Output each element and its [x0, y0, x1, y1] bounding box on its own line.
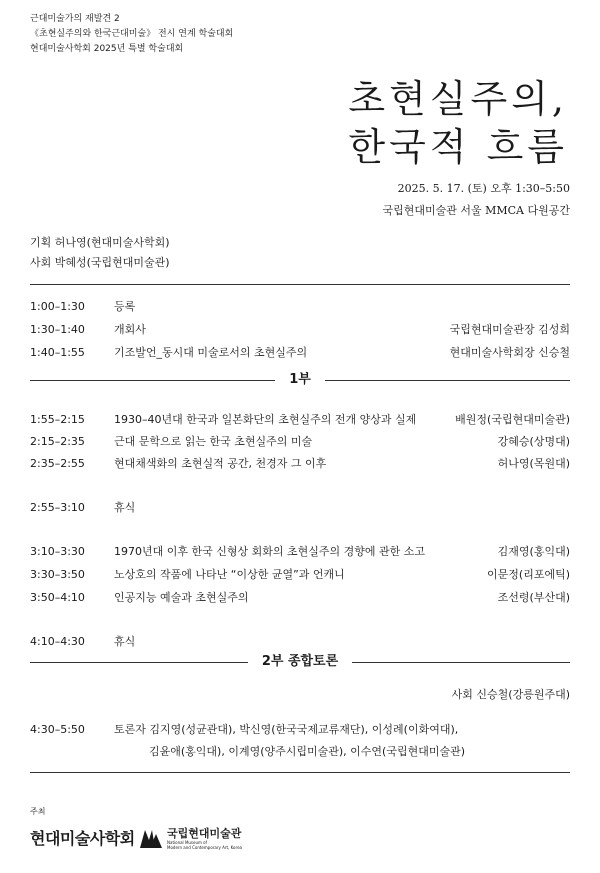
break-row [30, 632, 570, 652]
row-desc: 근대 문학으로 읽는 한국 초현실주의 미술 [114, 435, 313, 448]
top-rule [30, 284, 570, 285]
panel-line-1: 토론자 김지영(성균관대), 박신영(한국국제교류재단), 이성례(이화여대), [114, 723, 459, 736]
row-desc: 개회사 [114, 323, 146, 336]
row-time: 1:30–1:40 [30, 323, 85, 336]
moderator-credit: 사회 박혜성(국립현대미술관) [30, 256, 170, 269]
mmca-logo-name: 국립현대미술관 [167, 827, 242, 840]
host-label: 주최 [30, 807, 46, 816]
mmca-logo-sub-1: National Museum of [167, 840, 208, 845]
row-time: 3:50–4:10 [30, 591, 85, 604]
schedule-row [30, 320, 570, 340]
title-line-2: 한국적 흐름 [348, 125, 568, 169]
row-desc: 휴식 [114, 501, 136, 514]
schedule-row [30, 297, 570, 317]
exhibition-label: 《초현실주의와 한국근대미술》 전시 연계 학술대회 [30, 29, 234, 39]
row-speaker: 허나영(목원대) [497, 457, 570, 470]
mmca-logo-sub-2: Modern and Contemporary Art, Korea [167, 845, 242, 850]
row-desc: 1970년대 이후 한국 신형상 회화의 초현실주의 경향에 관한 소고 [114, 545, 425, 558]
row-desc: 등록 [114, 300, 136, 313]
row-time: 4:30–5:50 [30, 723, 85, 736]
panel-row [30, 720, 570, 740]
row-time: 2:55–3:10 [30, 501, 85, 514]
part2-moderator: 사회 신승철(강릉원주대) [451, 688, 570, 701]
schedule-row [30, 454, 570, 474]
row-desc: 인공지능 예술과 초현실주의 [114, 591, 249, 604]
row-speaker: 강혜승(상명대) [497, 435, 570, 448]
moderator-row [30, 685, 570, 705]
schedule-row [30, 542, 570, 562]
part2-label: 2부 종합토론 [248, 654, 352, 669]
society-label: 현대미술사학회 2025년 특별 학술대회 [30, 44, 184, 54]
row-time: 2:35–2:55 [30, 457, 85, 470]
row-desc: 현대채색화의 초현실적 공간, 천경자 그 이후 [114, 457, 327, 470]
row-time: 1:55–2:15 [30, 413, 85, 426]
row-time: 1:00–1:30 [30, 300, 85, 313]
row-speaker: 배원정(국립현대미술관) [455, 413, 570, 426]
row-desc: 휴식 [114, 635, 136, 648]
row-time: 3:30–3:50 [30, 568, 85, 581]
event-datetime: 2025. 5. 17. (토) 오후 1:30–5:50 [397, 182, 570, 195]
series-label: 근대미술가의 재발견 2 [30, 14, 120, 24]
row-speaker: 이문정(리포에틱) [487, 568, 570, 581]
bottom-rule [30, 772, 570, 773]
schedule-row [30, 432, 570, 452]
schedule-row [30, 565, 570, 585]
row-desc: 1930–40년대 한국과 일본화단의 초현실주의 전개 양상과 실제 [114, 413, 417, 426]
schedule-row [30, 410, 570, 430]
row-time: 1:40–1:55 [30, 346, 85, 359]
row-speaker: 김재영(홍익대) [497, 545, 570, 558]
row-time: 3:10–3:30 [30, 545, 85, 558]
row-desc: 노상호의 작품에 나타난 “이상한 균열”과 언캐니 [114, 568, 345, 581]
mmca-logo-icon [140, 826, 164, 850]
schedule-row [30, 343, 570, 363]
break-row [30, 498, 570, 518]
row-time: 4:10–4:30 [30, 635, 85, 648]
title-line-1: 초현실주의, [348, 77, 568, 121]
society-logo: 현대미술사학회 [30, 829, 135, 848]
row-speaker: 현대미술사학회장 신승철 [449, 346, 570, 359]
part2-divider [30, 652, 570, 672]
planning-credit: 기획 허나영(현대미술사학회) [30, 236, 170, 249]
panel-line-2: 김윤애(홍익대), 이계영(양주시립미술관), 이수연(국립현대미술관) [149, 745, 466, 758]
row-desc: 기조발언_동시대 미술로서의 초현실주의 [114, 346, 308, 359]
panel-row [30, 742, 570, 762]
part1-label: 1부 [275, 372, 325, 387]
schedule-row [30, 588, 570, 608]
part1-divider [30, 370, 570, 390]
row-speaker: 국립현대미술관장 김성희 [449, 323, 570, 336]
event-venue: 국립현대미술관 서울 MMCA 다원공간 [382, 204, 570, 217]
row-speaker: 조선령(부산대) [497, 591, 570, 604]
row-time: 2:15–2:35 [30, 435, 85, 448]
